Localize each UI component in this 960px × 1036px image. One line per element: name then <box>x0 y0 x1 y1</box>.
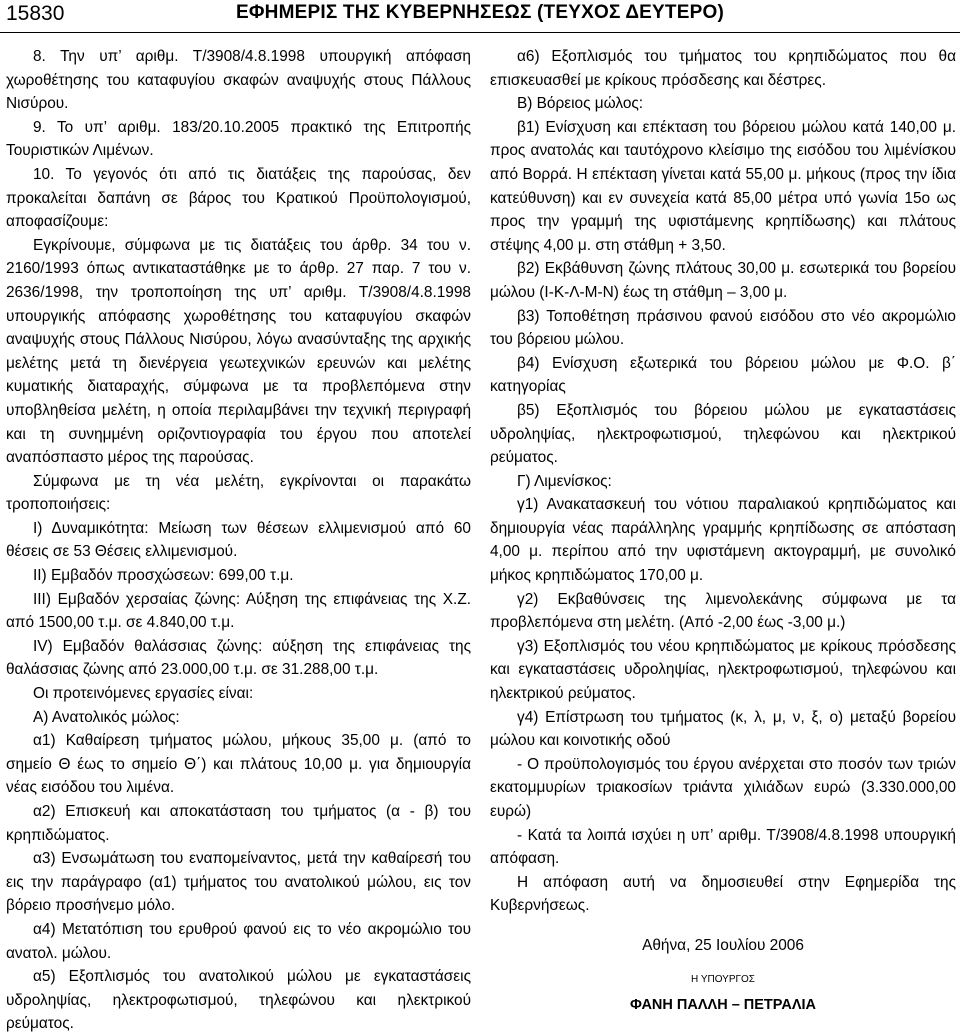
paragraph: Εγκρίνουμε, σύμφωνα με τις διατάξεις του άρθρ. 34 του ν. 2160/1993 όπως αντικαταστάθηκε με το άρθρ. 27 παρ. 7 του ν. 2636/1998, την τροποποίηση της υπ’ αριθμ. Τ/3908/4.8.1998 υπουργικής απόφασης χωροθέτησης του καταφυγίου σκαφών αναψυχής στους Πάλλους Νισύρου, λόγω ανασύνταξης της αρχικής μελέτης μετά τη διενέργεια γεωτεχνικών ερευνών και μελέτης κυματικής διαταραχής, σύμφωνα με τα προβλεπόμενα στην υποβληθείσα μελέτη, η οποία περιλαμβάνει την τεχνική περιγραφή και τη συνημμένη οριζοντιογραφία του έργου που αποτελεί αναπόσπαστο μέρος της παρούσας. <box>6 236 471 467</box>
paragraph: ΙΙΙ) Εμβαδόν χερσαίας ζώνης: Αύξηση της επιφάνειας της Χ.Ζ. από 1500,00 τ.μ. σε 4.840,00 τ.μ. <box>6 590 471 632</box>
paragraph: - Κατά τα λοιπά ισχύει η υπ’ αριθμ. Τ/3908/4.8.1998 υπουργική απόφαση. <box>490 826 956 868</box>
section-heading: Γ) Λιμενίσκος: <box>517 472 612 490</box>
minister-title: Η ΥΠΟΥΡΓΟΣ <box>691 973 755 985</box>
right-column <box>490 45 956 1017</box>
paragraph: ΙΙ) Εμβαδόν προσχώσεων: 699,00 τ.μ. <box>33 567 294 585</box>
paragraph: Η απόφαση αυτή να δημοσιευθεί στην Εφημερίδα της Κυβερνήσεως. <box>490 873 956 915</box>
section-heading: Β) Βόρειος μώλος: <box>517 95 644 113</box>
paragraph: β5) Εξοπλισμός του βόρειου μώλου με εγκαταστάσεις υδροληψίας, ηλεκτροφωτισμού, τηλεφώνου και ηλεκτρικού ρεύματος. <box>490 401 956 467</box>
paragraph: Οι προτεινόμενες εργασίες είναι: <box>33 685 254 703</box>
paragraph: γ2) Εκβαθύνσεις της λιμενολεκάνης σύμφωνα με τα προβλεπόμενα στη μελέτη. (Από -2,00 έως -3,00 μ.) <box>490 590 956 632</box>
gazette-title: ΕΦΗΜΕΡΙΣ ΤΗΣ ΚΥΒΕΡΝΗΣΕΩΣ (ΤΕΥΧΟΣ ΔΕΥΤΕΡΟ) <box>236 2 724 23</box>
paragraph: γ3) Εξοπλισμός του νέου κρηπιδώματος με κρίκους πρόσδεσης και εγκαταστάσεις υδροληψίας, ηλεκτροφωτισμού, τηλεφώνου και ηλεκτρικού ρεύματος. <box>490 637 956 703</box>
paragraph: β2) Εκβάθυνση ζώνης πλάτους 30,00 μ. εσωτερικά του βορείου μώλου (Ι-Κ-Λ-Μ-Ν) έως τη στάθμη – 3,00 μ. <box>490 260 956 301</box>
paragraph: Σύμφωνα με τη νέα μελέτη, εγκρίνονται οι παρακάτω τροποποιήσεις: <box>6 472 471 514</box>
paragraph: γ1) Ανακατασκευή του νότιου παραλιακού κρηπιδώματος και δημιουργία νέας παράλληλης γραμμής κρηπίδωσης σε απόσταση 4,00 μ. περίπου από την υφιστάμενη ακτογραμμή, με συνολικό μήκος κρηπιδώματος 170,00 μ. <box>490 496 956 585</box>
paragraph: α1) Καθαίρεση τμήματος μώλου, μήκους 35,00 μ. (από το σημείο Θ έως το σημείο Θ΄) και πλάτους 10,00 μ. για δημιουργία νέας εισόδου του λιμένα. <box>6 732 471 797</box>
header-rule <box>0 32 960 33</box>
minister-name: ΦΑΝΗ ΠΑΛΛΗ – ΠΕΤΡΑΛΙΑ <box>629 996 817 1013</box>
paragraph: - Ο προϋπολογισμός του έργου ανέρχεται στο ποσόν των τριών εκατομμυρίων τριακοσίων τριάντα χιλιάδων ευρώ (3.330.000,00 ευρώ) <box>490 755 956 820</box>
paragraph: α3) Ενσωμάτωση του εναπομείναντος, μετά την καθαίρεσή του εις την παράγραφο (α1) τμήματος του ανατολικού μώλου, εις τον βόρειο προσήνεμο μόλο. <box>6 850 471 915</box>
paragraph: α6) Εξοπλισμός του τμήματος του κρηπιδώματος που θα επισκευασθεί με κρίκους πρόσδεσης και δέστρες. <box>490 48 956 89</box>
paragraph: ΙV) Εμβαδόν θαλάσσιας ζώνης: αύξηση της επιφάνειας της θαλάσσιας ζώνης από 23.000,00 τ.μ. σε 31.288,00 τ.μ. <box>6 637 471 679</box>
paragraph: β1) Ενίσχυση και επέκταση του βόρειου μώλου κατά 140,00 μ. προς ανατολάς και ταυτόχρονο κλείσιμο της εισόδου του λιμένίσκου από Βορρά. Η επέκταση γίνεται κατά 55,00 μ. μήκους (προς την ίδια κατεύθυνση) και εν συνεχεία κατά 85,00 μέτρα υπό γωνία 15ο ως προς την γραμμή της υφιστάμενης κρηπίδωσης) και πλάτους στέψης 4,00 μ. στη στάθμη + 3,50. <box>490 118 956 254</box>
paragraph: α5) Εξοπλισμός του ανατολικού μώλου με εγκαταστάσεις υδροληψίας, ηλεκτροφωτισμού, τηλεφώνου και ηλεκτρικού ρεύματος. <box>6 968 471 1033</box>
signoff-date: Αθήνα, 25 Ιουλίου 2006 <box>642 936 804 954</box>
paragraph: α4) Μετατόπιση του ερυθρού φανού εις το νέο ακρομώλιο του ανατολ. μώλου. <box>6 920 471 962</box>
paragraph: 10. Το γεγονός ότι από τις διατάξεις της παρούσας, δεν προκαλείται δαπάνη σε βάρος του Κρατικού Προϋπολογισμού, αποφασίζουμε: <box>6 165 471 231</box>
paragraph: Ι) Δυναμικότητα: Μείωση των θέσεων ελλιμενισμού από 60 θέσεις σε 53 Θέσεις ελλιμενισμού. <box>6 519 471 561</box>
section-heading: Α) Ανατολικός μώλος: <box>33 708 180 726</box>
paragraph: α2) Επισκευή και αποκατάσταση του τμήματος (α - β) του κρηπιδώματος. <box>6 803 471 844</box>
left-column <box>6 45 471 1036</box>
page-number: 15830 <box>6 2 65 25</box>
paragraph: β4) Ενίσχυση εξωτερικά του βόρειου μώλου με Φ.Ο. β΄ κατηγορίας <box>490 354 956 396</box>
page-header <box>0 0 960 36</box>
paragraph: γ4) Επίστρωση του τμήματος (κ, λ, μ, ν, ξ, ο) μεταξύ βορείου μώλου και κοινοτικής οδού <box>490 708 956 750</box>
paragraph: 9. Το υπ’ αριθμ. 183/20.10.2005 πρακτικό της Επιτροπής Τουριστικών Λιμένων. <box>6 118 471 160</box>
paragraph: β3) Τοποθέτηση πράσινου φανού εισόδου στο νέο ακρομώλιο του βόρειου μώλου. <box>490 307 956 349</box>
paragraph: 8. Την υπ’ αριθμ. Τ/3908/4.8.1998 υπουργική απόφαση χωροθέτησης του καταφυγίου σκαφών αναψυχής στους Πάλλους Νισύρου. <box>6 48 471 113</box>
